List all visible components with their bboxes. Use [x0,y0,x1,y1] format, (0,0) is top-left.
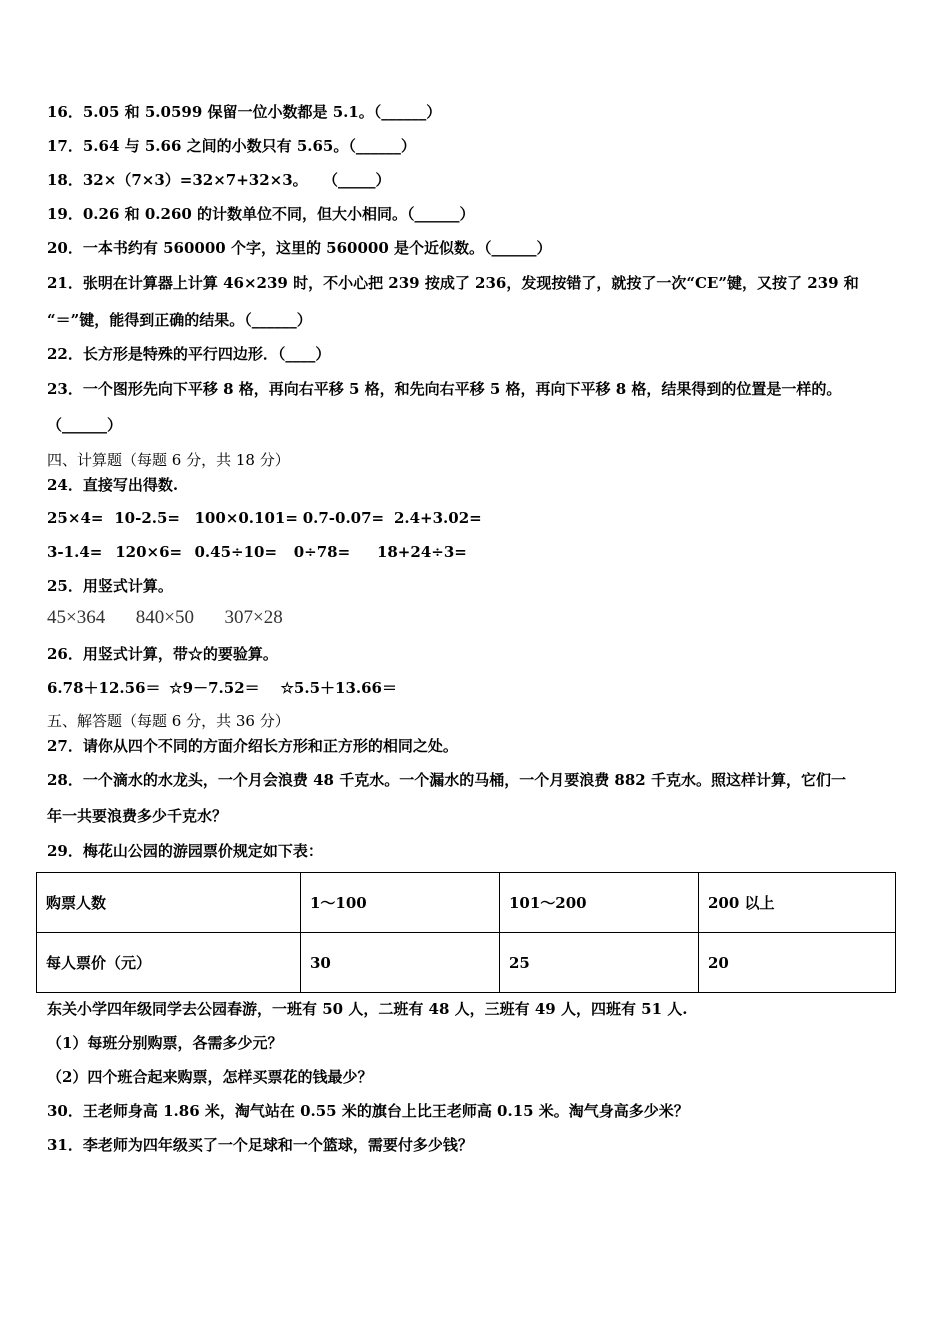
question-25-items [47,608,283,628]
question-29-part2: （2）四个班合起来购票，怎样买票花的钱最少？ [47,1068,373,1086]
calc-item: 100×0.101= [194,509,298,527]
calc-item: 18+24÷3= [376,543,467,561]
calc-row-2 [47,542,467,562]
question-25: 25．用竖式计算。 [47,577,173,595]
calc-item: 120×6= [115,543,183,561]
calc-row-1 [47,508,482,528]
section-5-title: 五、解答题（每题 6 分，共 36 分） [47,712,290,730]
calc-item: 2.4+3.02= [393,509,482,527]
table-cell: 25 [500,933,699,993]
section-4-title: 四、计算题（每题 6 分，共 18 分） [47,451,290,469]
verify-calc-item: 6.78＋12.56＝ [47,679,161,697]
calc-item: 3-1.4= [47,543,103,561]
question-20: 20．一本书约有 560000 个字，这里的 560000 是个近似数。（______） [47,239,552,257]
table-cell: 20 [699,933,896,993]
question-16: 16．5.05 和 5.0599 保留一位小数都是 5.1。（______） [47,103,442,121]
question-31: 31．李老师为四年级买了一个足球和一个篮球，需要付多少钱？ [47,1136,473,1154]
question-30: 30．王老师身高 1.86 米，淘气站在 0.55 米的旗台上比王老师高 0.15 米。淘气身高多少米？ [47,1102,689,1120]
question-21-line1: 21．张明在计算器上计算 46×239 时，不小心把 239 按成了 236，发现按错了，就按了一次“CE”键，又按了 239 和 [47,274,859,292]
question-28-line2: 年一共要浪费多少千克水？ [47,807,228,825]
question-17: 17．5.64 与 5.66 之间的小数只有 5.65。（______） [47,137,416,155]
question-18-blank: （_____） [323,171,391,189]
calc-item: 0÷78= [293,543,351,561]
question-29-part1: （1）每班分别购票，各需多少元？ [47,1034,283,1052]
table-cell: 30 [301,933,500,993]
question-23-line1: 23．一个图形先向下平移 8 格，再向右平移 5 格，和先向右平移 5 格，再向下平移 8 格，结果得到的位置是一样的。 [47,380,842,398]
verify-calc-item: ☆5.5＋13.66＝ [280,679,397,697]
question-24: 24．直接写出得数. [47,476,179,494]
vertical-calc-item: 307×28 [224,607,283,628]
calc-item: 25×4= [47,509,104,527]
question-28-line1: 28．一个滴水的水龙头，一个月会浪费 48 千克水。一个漏水的马桶，一个月要浪费 882 千克水。照这样计算，它们一 [47,771,846,789]
table-cell: 购票人数 [37,873,301,933]
table-cell: 200 以上 [699,873,896,933]
table-cell: 1～100 [301,873,500,933]
calc-item: 0.45÷10= [194,543,278,561]
question-29-text: 东关小学四年级同学去公园春游，一班有 50 人，二班有 48 人，三班有 49 人，四班有 51 人. [47,1000,688,1018]
vertical-calc-item: 840×50 [135,607,194,628]
question-27: 27．请你从四个不同的方面介绍长方形和正方形的相同之处。 [47,737,458,755]
vertical-calc-item: 45×364 [47,607,106,628]
question-26: 26．用竖式计算，带☆的要验算。 [47,645,278,663]
table-row [37,933,896,993]
question-26-items [47,678,397,698]
question-18: 18．32×（7×3）=32×7+32×3。 [47,171,308,189]
table-cell: 每人票价（元） [37,933,301,993]
question-29: 29．梅花山公园的游园票价规定如下表： [47,842,323,860]
question-19: 19．0.26 和 0.260 的计数单位不同，但大小相同。（______） [47,205,475,223]
price-table [36,872,896,993]
question-22: 22．长方形是特殊的平行四边形．（____） [47,345,331,363]
table-cell: 101～200 [500,873,699,933]
question-21-line2: “＝”键，能得到正确的结果。（______） [47,311,312,329]
verify-calc-item: ☆9－7.52＝ [169,679,260,697]
question-23-line2: （______） [47,416,123,434]
calc-item: 10-2.5= [114,509,180,527]
calc-item: 0.7-0.07= [302,509,385,527]
table-row [37,873,896,933]
